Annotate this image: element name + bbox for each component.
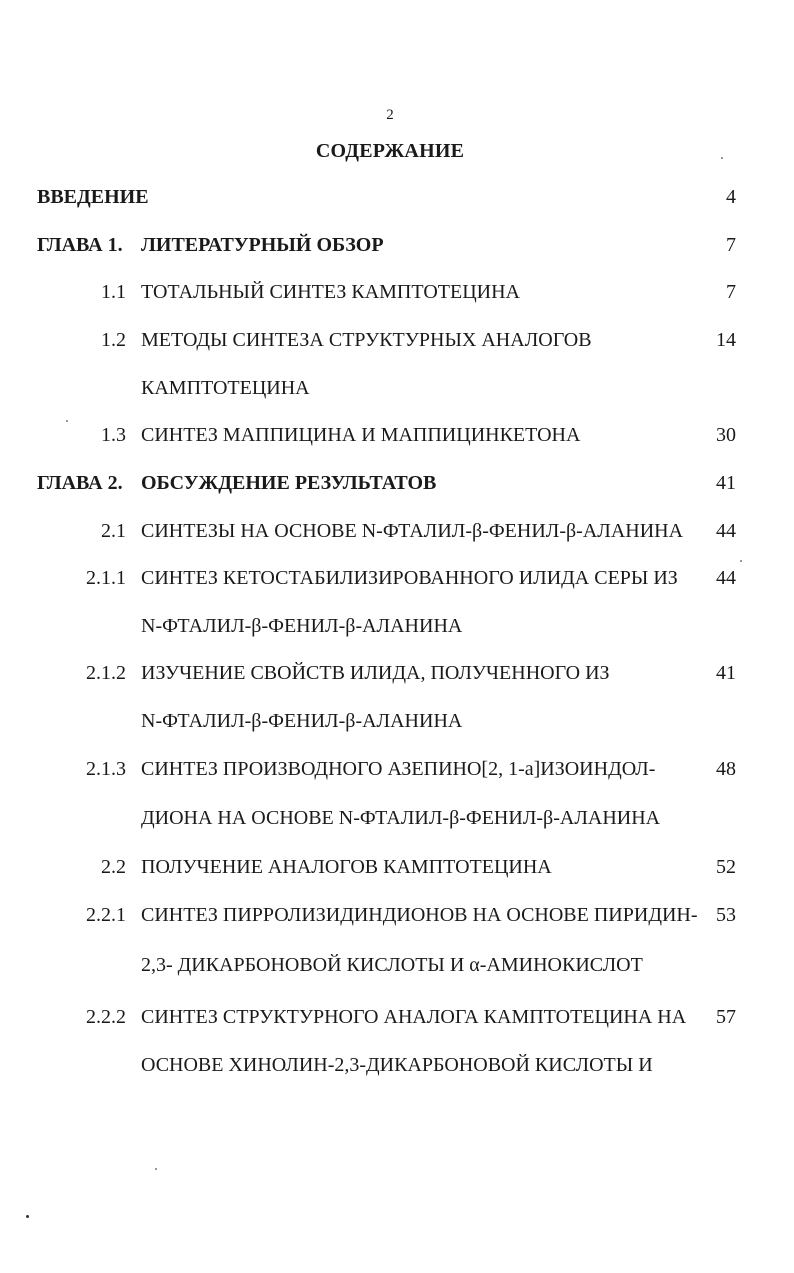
toc-entry-2-1-1-continuation [0, 611, 794, 641]
toc-entry-page: 14 [716, 329, 736, 351]
toc-entry-text: КАМПТОТЕЦИНА [141, 377, 310, 399]
toc-entry-page: 41 [716, 472, 736, 494]
toc-entry-page: 57 [716, 1006, 736, 1028]
toc-entry-number: ГЛАВА 2. [37, 472, 123, 494]
page-number: 2 [386, 107, 394, 123]
toc-entry-number: 2.2 [101, 856, 126, 878]
toc-entry-1-2 [0, 325, 794, 355]
toc-entry-2-1-3 [0, 754, 794, 784]
toc-entry-number: 2.2.1 [86, 904, 126, 926]
toc-entry-number: 2.1 [101, 520, 126, 542]
toc-entry-2-1-2 [0, 658, 794, 688]
toc-entry-text: СИНТЕЗ КЕТОСТАБИЛИЗИРОВАННОГО ИЛИДА СЕРЫ ИЗ [141, 567, 678, 589]
toc-entry-text: ИЗУЧЕНИЕ СВОЙСТВ ИЛИДА, ПОЛУЧЕННОГО ИЗ [141, 662, 610, 684]
toc-entry-2-1-3-continuation [0, 803, 794, 833]
toc-entry-2-1 [0, 516, 794, 546]
scan-speck [155, 1168, 157, 1170]
scan-speck [740, 560, 742, 562]
toc-entry-1-2-continuation [0, 373, 794, 403]
toc-entry-number: 2.1.1 [86, 567, 126, 589]
toc-entry-1-1 [0, 277, 794, 307]
toc-entry-2-2-1-continuation [0, 950, 794, 980]
toc-entry-text: СИНТЕЗЫ НА ОСНОВЕ N-ФТАЛИЛ-β-ФЕНИЛ-β-АЛАНИНА [141, 520, 684, 542]
toc-entry-page: 30 [716, 424, 736, 446]
toc-entry-text: ЛИТЕРАТУРНЫЙ ОБЗОР [141, 234, 384, 256]
toc-entry-text: ПОЛУЧЕНИЕ АНАЛОГОВ КАМПТОТЕЦИНА [141, 856, 552, 878]
toc-entry-number: 2.2.2 [86, 1006, 126, 1028]
toc-entry-text: ВВЕДЕНИЕ [37, 186, 149, 208]
toc-entry-2-1-2-continuation [0, 706, 794, 736]
toc-entry-page: 52 [716, 856, 736, 878]
toc-entry-text: СИНТЕЗ СТРУКТУРНОГО АНАЛОГА КАМПТОТЕЦИНА НА [141, 1006, 687, 1028]
scan-speck [66, 420, 68, 422]
toc-entry-text: СИНТЕЗ ПИРРОЛИЗИДИНДИОНОВ НА ОСНОВЕ ПИРИДИН- [141, 904, 698, 926]
toc-entry-text: ТОТАЛЬНЫЙ СИНТЕЗ КАМПТОТЕЦИНА [141, 281, 520, 303]
toc-entry-2-2-1 [0, 900, 794, 930]
toc-entry-1-3 [0, 420, 794, 450]
toc-entry-number: 1.1 [101, 281, 126, 303]
toc-entry-text: МЕТОДЫ СИНТЕЗА СТРУКТУРНЫХ АНАЛОГОВ [141, 329, 592, 351]
scan-speck [26, 1215, 29, 1218]
toc-entry-text: СИНТЕЗ ПРОИЗВОДНОГО АЗЕПИНО[2, 1-а]ИЗОИНДОЛ- [141, 758, 656, 780]
toc-entry-number: 2.1.2 [86, 662, 126, 684]
toc-entry-page: 53 [716, 904, 736, 926]
toc-entry-2-2 [0, 852, 794, 882]
toc-entry-page: 44 [716, 520, 736, 542]
toc-entry-page: 44 [716, 567, 736, 589]
scan-speck [721, 157, 723, 159]
toc-entry-page: 41 [716, 662, 736, 684]
toc-entry-page: 48 [716, 758, 736, 780]
toc-entry-text: ДИОНА НА ОСНОВЕ N-ФТАЛИЛ-β-ФЕНИЛ-β-АЛАНИНА [141, 807, 661, 829]
toc-entry-2-1-1 [0, 563, 794, 593]
toc-entry-number: 1.3 [101, 424, 126, 446]
toc-entry-page: 7 [726, 281, 736, 303]
toc-entry-text: СИНТЕЗ МАППИЦИНА И МАППИЦИНКЕТОНА [141, 424, 581, 446]
toc-entry-number: ГЛАВА 1. [37, 234, 123, 256]
toc-entry-page: 4 [726, 186, 736, 208]
toc-entry-2-2-2 [0, 1002, 794, 1032]
toc-entry-text: N-ФТАЛИЛ-β-ФЕНИЛ-β-АЛАНИНА [141, 710, 463, 732]
toc-entry-text: 2,3- ДИКАРБОНОВОЙ КИСЛОТЫ И α-АМИНОКИСЛОТ [141, 954, 643, 976]
toc-entry-text: ОБСУЖДЕНИЕ РЕЗУЛЬТАТОВ [141, 472, 437, 494]
toc-entry-chapter-2 [0, 468, 794, 498]
toc-entry-text: ОСНОВЕ ХИНОЛИН-2,3-ДИКАРБОНОВОЙ КИСЛОТЫ И [141, 1054, 653, 1076]
toc-entry-page: 7 [726, 234, 736, 256]
toc-entry-text: N-ФТАЛИЛ-β-ФЕНИЛ-β-АЛАНИНА [141, 615, 463, 637]
toc-entry-chapter-1 [0, 230, 794, 260]
toc-entry-introduction [0, 182, 794, 212]
page-title: СОДЕРЖАНИЕ [315, 140, 465, 162]
toc-entry-number: 2.1.3 [86, 758, 126, 780]
toc-entry-number: 1.2 [101, 329, 126, 351]
toc-entry-2-2-2-continuation [0, 1050, 794, 1080]
